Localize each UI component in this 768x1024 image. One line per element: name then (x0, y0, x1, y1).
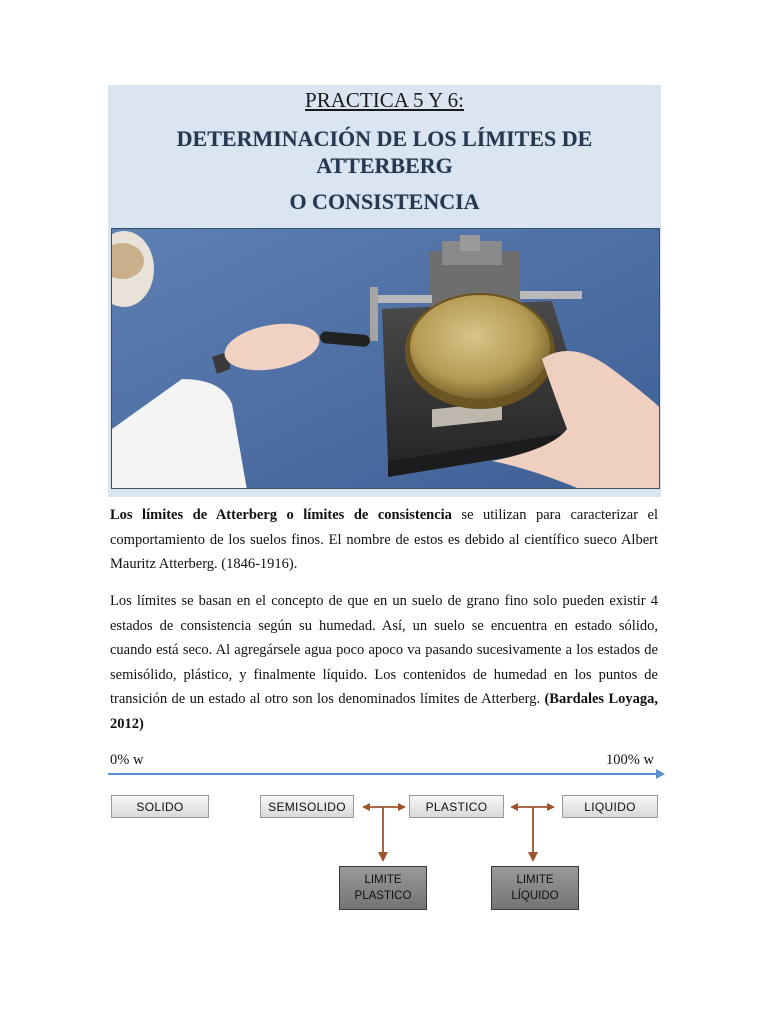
intro-text: se utilizan para caracterizar el comportamiento de los suelos finos. El nombre de estos es debido al científico sueco Albert Mauritz Atterberg. (1846-1916). (110, 507, 658, 572)
limit-liquido-line1: LIMITE (516, 874, 554, 886)
limit-plastico-box (339, 866, 427, 910)
scale-min-label: 0% w (110, 752, 144, 768)
citation: (Bardales Loyaga, 2012) (110, 691, 658, 732)
states-text: Los límites se basan en el concepto de que en un suelo de grano fino solo pueden existir 4 estados de consistencia según su humedad. Así, un suelo se encuentra en estado sólido, cuando está seco. Al agregársele agua poco apoco va pasando sucesivamente a los estados de semisólido, plástico, y finalmente líquido. Los contenidos de humedad en los puntos de transición de un estado al otro son los denominados límites de Atterberg. (110, 593, 658, 707)
state-solido: SOLIDO (111, 795, 209, 818)
main-title-line2: ATTERBERG (316, 153, 453, 178)
practice-title: PRACTICA 5 Y 6: (305, 88, 464, 112)
state-plastico: PLASTICO (409, 795, 504, 818)
limit-liquido-box (491, 866, 579, 910)
intro-bold-term: Los límites de Atterberg o límites de consistencia (110, 507, 452, 523)
limit-plastico-line2: PLASTICO (354, 890, 412, 902)
limit-liquido-line2: LÍQUIDO (511, 890, 559, 902)
state-semisolido: SEMISOLIDO (260, 795, 354, 818)
limit-plastico-line1: LIMITE (364, 874, 402, 886)
state-liquido: LIQUIDO (562, 795, 658, 818)
subtitle: O CONSISTENCIA (289, 189, 480, 214)
main-title-line1: DETERMINACIÓN DE LOS LÍMITES DE (176, 126, 593, 151)
scale-max-label: 100% w (606, 752, 654, 768)
